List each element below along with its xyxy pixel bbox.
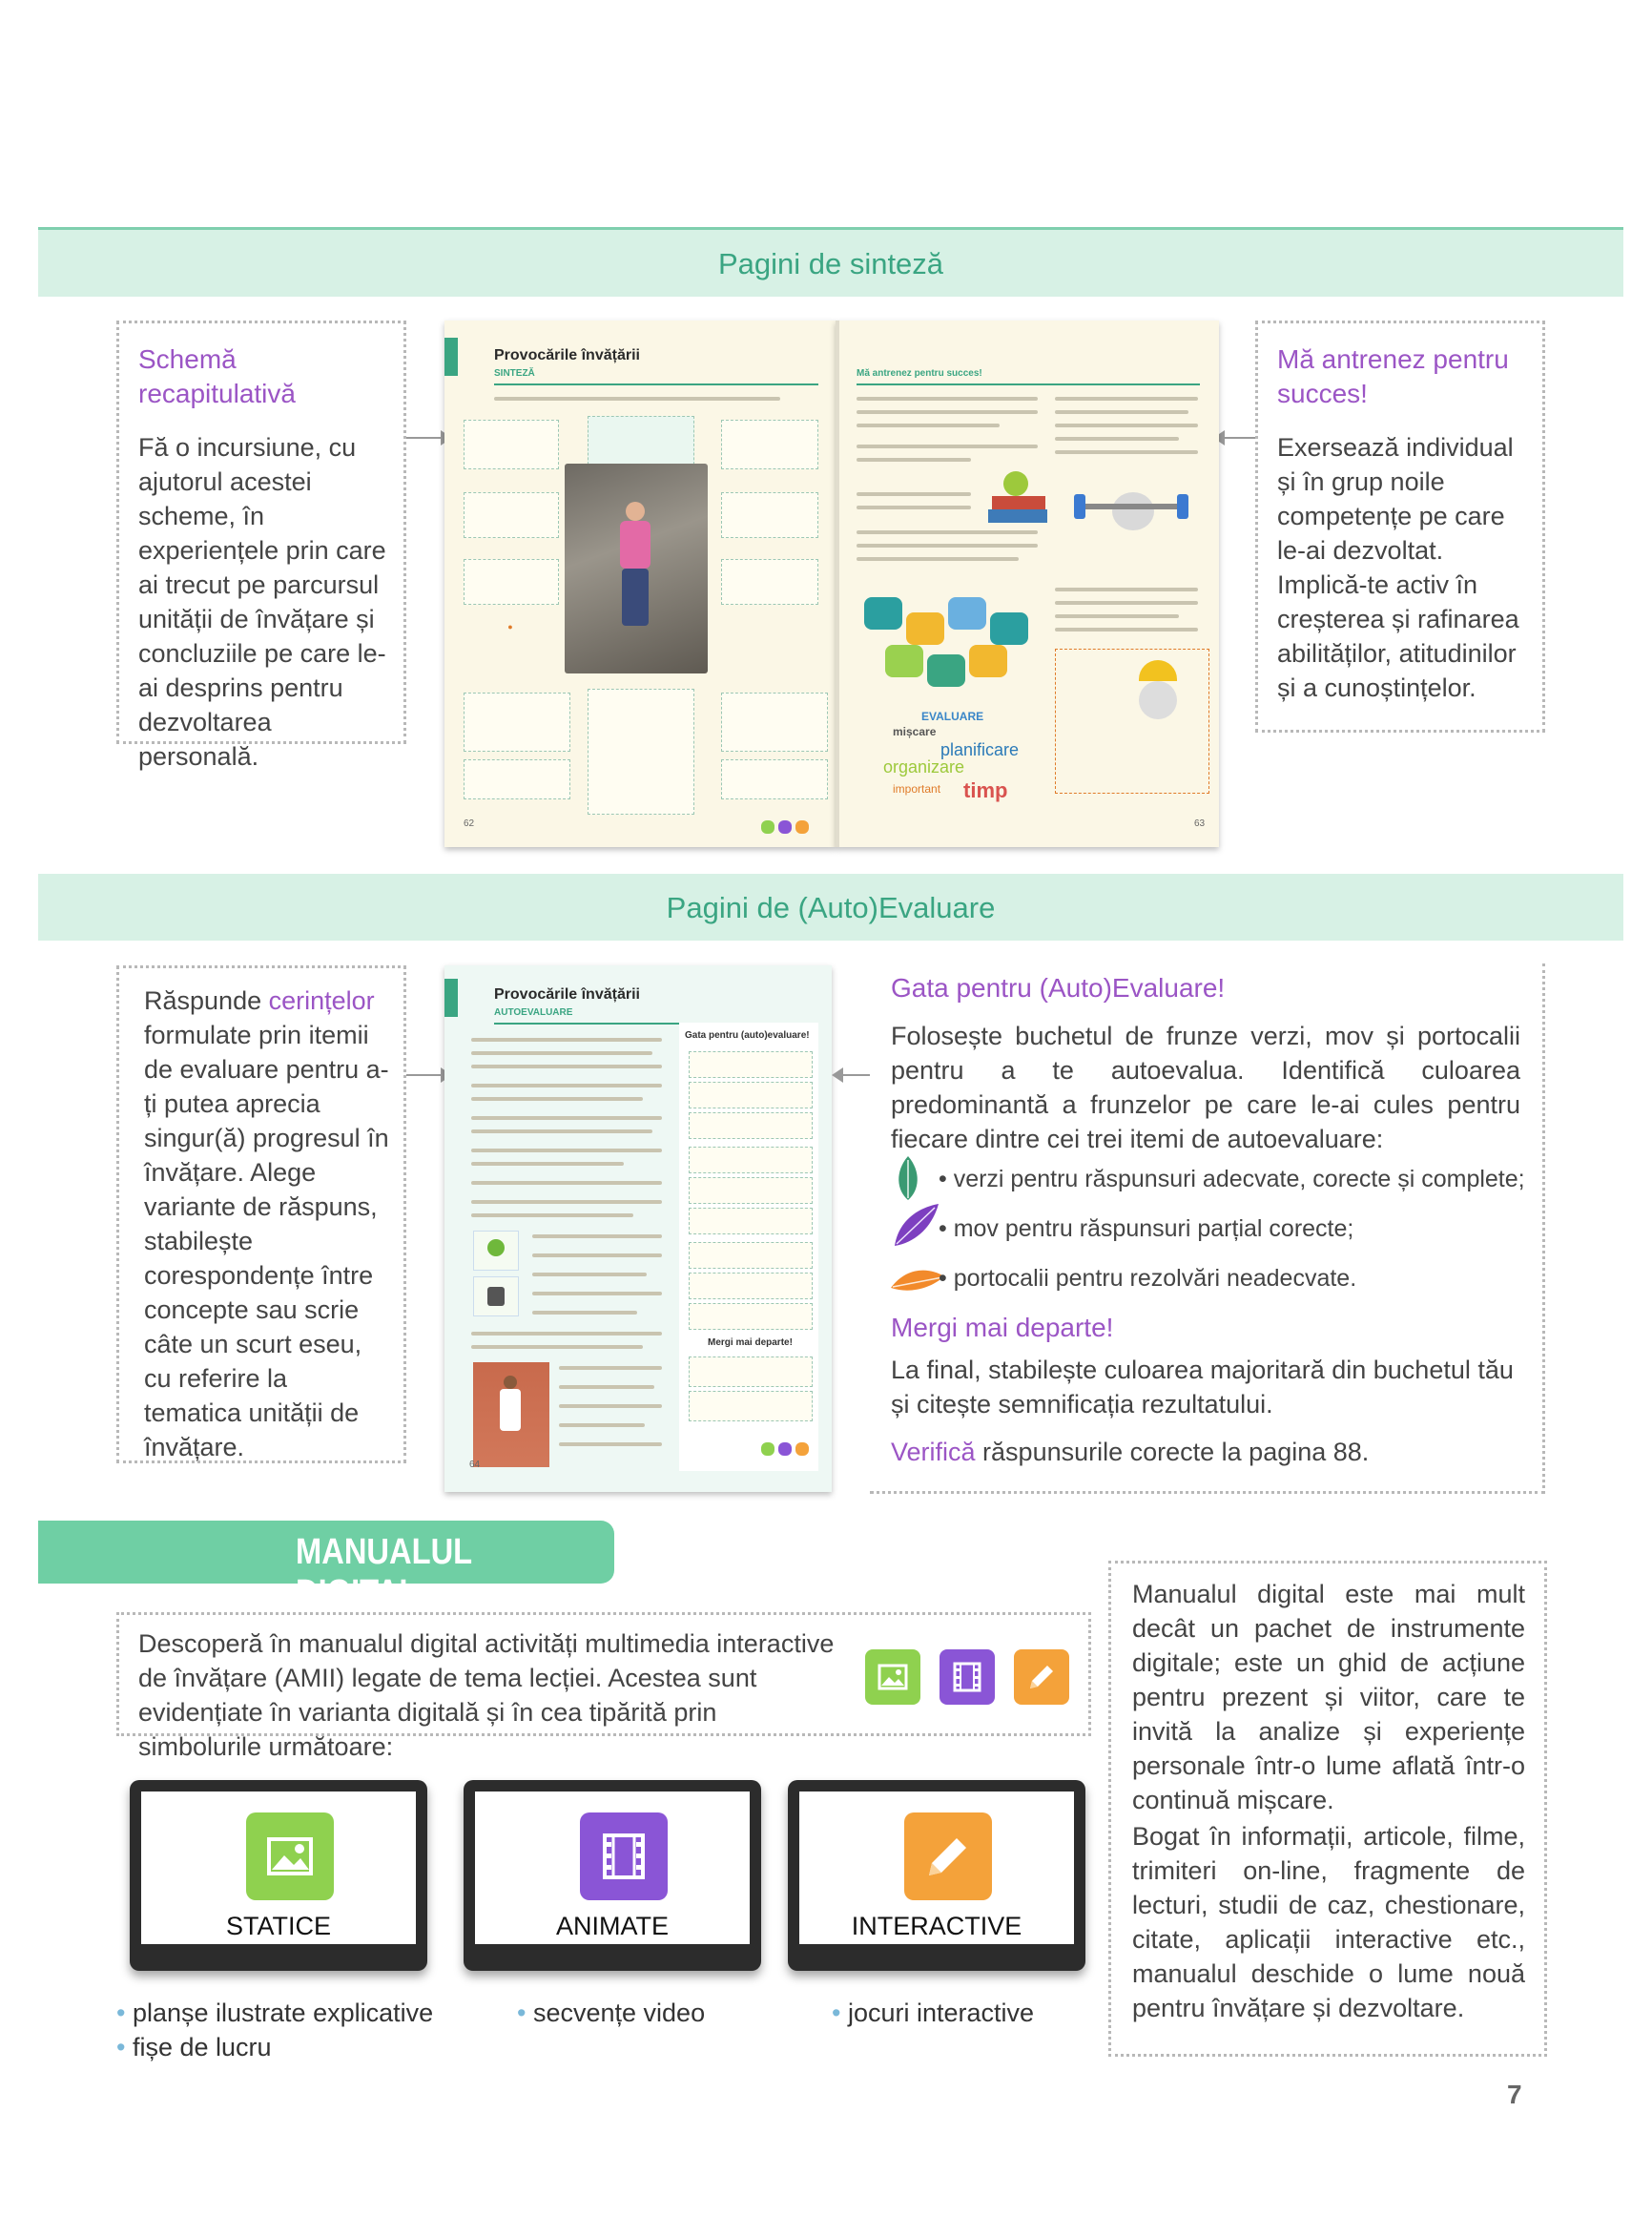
evaluation-left-text: Răspunde cerințelor formulate prin itemii de evaluare pentru a-ți putea aprecia singur(ă) progresul în învățare. Alege variante de răspuns, stabilește corespondențe între concepte sau scrie câte un scurt eseu, cu referire la tematica unității de învățare. [144, 986, 389, 1461]
evaluation-thumb [444, 965, 832, 1492]
synthesis-page-left-num: 62 [464, 818, 475, 829]
arrow-left-eval [406, 1074, 444, 1076]
hexagon-graphic [864, 588, 1036, 693]
tablet-static-label: STATICE [225, 1912, 331, 1940]
list-item: • secvențe video [517, 1999, 706, 2027]
robot-image [473, 1276, 519, 1316]
helmet-figure [1125, 660, 1192, 736]
tablet-static [130, 1780, 427, 1971]
list-item: • jocuri interactive [832, 1999, 1035, 2027]
discover-box [116, 1612, 1091, 1761]
synthesis-page-right-num: 63 [1194, 818, 1206, 829]
synthesis-thumb-right-sub: Mă antrenez pentru succes! [857, 368, 982, 379]
animate-film-icon [580, 1812, 668, 1900]
synthesis-thumb-left: Provocările învățării SINTEZĂ ● 62 [444, 321, 836, 847]
self-eval-panel: Gata pentru (auto)evaluare! Mergi mai departe! [679, 1023, 818, 1471]
arrow-left-synthesis [406, 437, 444, 439]
synthesis-band [38, 230, 1623, 297]
synthesis-right-box [1255, 321, 1545, 733]
evaluation-thumb-title: Provocările învățării [494, 986, 640, 1003]
evaluation-band [38, 874, 1623, 941]
verify-text: Verifică răspunsurile corecte la pagina 88. [891, 1438, 1370, 1466]
evaluation-page-num: 64 [469, 1460, 481, 1470]
digital-tab [38, 1521, 614, 1613]
synthesis-left-text: Fă o incursiune, cu ajutorul acestei scheme, în experiențele prin care ai trecut pe parcursul unității de învățare și concluziile pe care le-ai desprins pentru dezvoltarea personală. [138, 433, 386, 771]
page-number: 7 [1507, 2080, 1522, 2109]
synthesis-band-title: Pagini de sinteză [717, 247, 944, 280]
evaluation-thumb-sub: AUTOEVALUARE [494, 1007, 573, 1018]
apple-books-image [982, 464, 1049, 525]
go-title: Mergi mai departe! [891, 1313, 1114, 1342]
digital-right-p2: Bogat în informații, articole, filme, trimiteri on-line, fragmente de lecturi, studii de caz, chestionare, citate, aplicații interactive etc., manualul deschide o lume nouă pentru învățare și dezvoltare. [1132, 1822, 1525, 2022]
tablet-interactive [788, 1780, 1085, 1971]
synthesis-left-title: Schemă recapitulativă [138, 344, 296, 408]
arrow-right-synthesis [1223, 437, 1255, 439]
digital-right-p1: Manualul digital este mai mult decât un pachet de instrumente digitale; este un ghid de acțiune pentru prezent și viitor, care te invită la analize și experiențe personale într-o lume aflată într-o continuă mișcare. [1132, 1580, 1525, 1814]
ready-text: Folosește buchetul de frunze verzi, mov și portocalii pentru a te autoevalua. Identifică culoarea predominantă a frunzelor pe care le-ai cules pentru fiecare dintre cei trei itemi de autoevaluare: [891, 1022, 1520, 1153]
synthesis-thumb-title: Provocările învățării [494, 347, 640, 363]
discover-text: Descoperă în manualul digital activități multimedia interactive de învățare (AMII) legate de tema lecției. Acestea sunt evidențiate în varianta digitală și în cea tipărită prin simbolurile următoare: [138, 1629, 835, 1761]
synthesis-right-title: Mă antrenez pentru succes! [1277, 344, 1509, 408]
interactive-pencil-icon [904, 1812, 992, 1900]
tablet-animate-label: ANIMATE [555, 1912, 669, 1940]
tennis-player-photo [473, 1362, 549, 1467]
brain-dumbbell-image [1074, 483, 1188, 540]
list-item: • planșe ilustrate explicative [116, 1999, 434, 2027]
synthesis-right-text: Exersează individual și în grup noile competențe pe care le-ai dezvoltat. Implică-te activ în creșterea și rafinarea abilităților, atitudinilor și a cunoștințelor. [1277, 433, 1519, 702]
evaluation-left-box [116, 965, 406, 1463]
interactive-list [832, 1996, 1034, 2030]
ready-title: Gata pentru (Auto)Evaluare! [891, 973, 1226, 1003]
digital-tab-title: MANUALUL DIGITAL [296, 1532, 472, 1613]
evaluation-band-title: Pagini de (Auto)Evaluare [666, 891, 996, 924]
image-icon [865, 1649, 920, 1705]
synthesis-thumb-sub: SINTEZĂ [494, 368, 535, 379]
tablet-interactive-label: INTERACTIVE [851, 1912, 1022, 1940]
leaf-green-text: • verzi pentru răspunsuri adecvate, corecte și complete; [939, 1166, 1525, 1192]
evaluation-right-box [870, 963, 1545, 1494]
arrow-right-eval [841, 1074, 870, 1076]
synthesis-left-box [116, 321, 406, 771]
leaf-orange-text: • portocalii pentru rezolvări neadecvate. [939, 1265, 1357, 1292]
animate-list [517, 1996, 705, 2030]
purple-leaf-icon [889, 1202, 942, 1250]
orange-leaf-icon [889, 1257, 946, 1295]
arrow-right-eval-head [832, 1067, 843, 1083]
green-leaf-icon [889, 1154, 927, 1202]
plant-image [473, 1231, 519, 1271]
list-item: • fișe de lucru [116, 2033, 272, 2061]
leaf-purple-text: • mov pentru răspunsuri parțial corecte; [939, 1215, 1354, 1242]
climber-photo [565, 464, 708, 673]
pencil-icon [1014, 1649, 1069, 1705]
static-list [116, 1996, 433, 2064]
word-cloud: EVALUARE mișcare planificare organizare important timp [883, 710, 1020, 802]
digital-right-box [1108, 1561, 1547, 2057]
film-icon [940, 1649, 995, 1705]
tablet-animate [464, 1780, 761, 1971]
synthesis-thumb-right [836, 321, 1219, 847]
static-image-icon [246, 1812, 334, 1900]
go-text: La final, stabilește culoarea majoritară din buchetul tău și citește semnificația rezultatului. [891, 1356, 1514, 1419]
